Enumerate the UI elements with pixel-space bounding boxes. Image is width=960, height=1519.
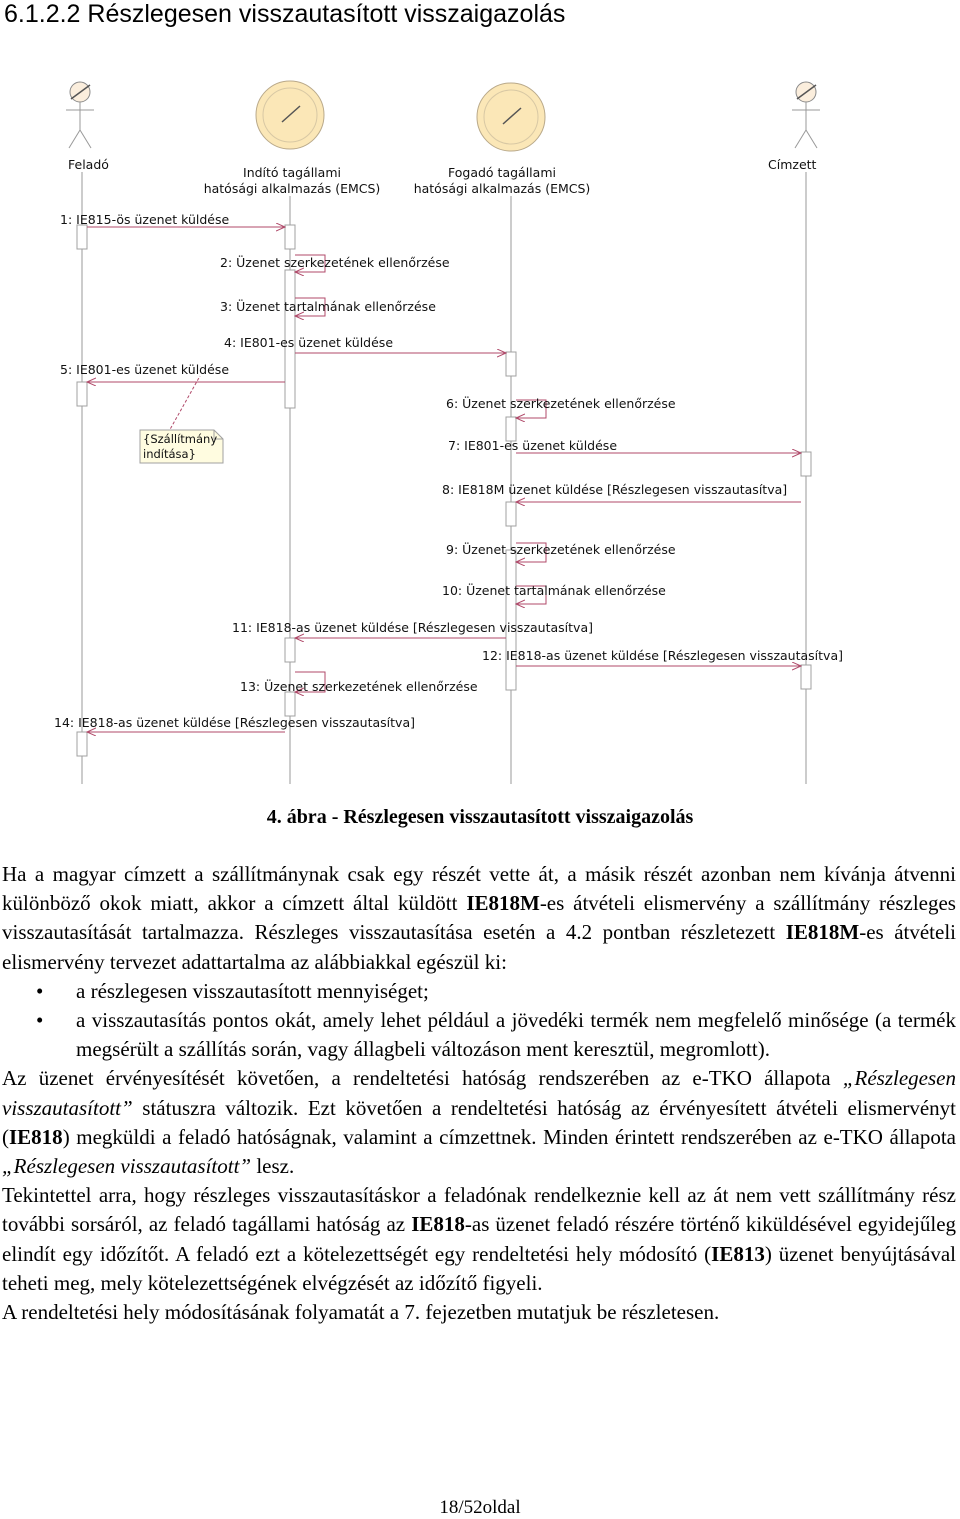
note-line-2: indítása} [143,447,196,461]
list-item: • a részlegesen visszautasított mennyiséget; [36,978,429,1003]
page-footer: 18/52oldal [439,1497,521,1518]
paragraph-3: Tekintettel arra, hogy részleges visszautasításkor a feladónak rendelkeznie kell az át nem vett szállítmány rész további sorsáról, az feladó tagállami hatóság az IE818-as üzenet feladó részére történő kiküldésével egyidejűleg elindít egy időzítőt. A feladó ezt a kötelezettségét egy rendeltetési hely módosító (IE813) üzenet benyújtásával teheti meg, mely kötelezettségének elvégzését az időzítő figyeli. [2,1183,957,1295]
bullet-list [2,977,956,1065]
body-text [2,860,956,1327]
actor-cimzett-label: Címzett [768,157,817,172]
paragraph-2: Az üzenet érvényesítését követően, a rendeltetési hatóság rendszerében az e-TKO állapota „Részlegesen visszautasított” státuszra változik. Ezt követően a rendeltetési hatóság az érvényesített átvételi elismervényt (IE818) megküldi a feladó hatóságnak, valamint a címzettnek. Minden érintett rendszerében az e-TKO állapota „Részlegesen visszautasított” lesz. [2,1066,956,1179]
message-5-label: 5: IE801-es üzenet küldése [60,362,230,377]
section-number: 6.1.2.2 [4,0,81,28]
boundary-indito-label-1: Indító tagállami [243,165,341,180]
message-9-label: 9: Üzenet szerkezetének ellenőrzése [446,542,676,557]
paragraph-4: A rendeltetési hely módosításának folyamatát a 7. fejezetben mutatjuk be részletesen. [2,1300,720,1325]
message-2-label: 2: Üzenet szerkezetének ellenőrzése [220,255,450,270]
sequence-diagram [0,60,960,790]
message-7-label: 7: IE801-es üzenet küldése [448,438,618,453]
figure-caption: 4. ábra - Részlegesen visszautasított visszaigazolás [266,806,694,828]
message-12-label: 12: IE818-as üzenet küldése [Részlegesen visszautasítva] [482,648,843,663]
message-1-label: 1: IE815-ös üzenet küldése [60,212,230,227]
section-title: Részlegesen visszautasított visszaigazolás [87,0,566,28]
message-6-label: 6: Üzenet szerkezetének ellenőrzése [446,396,676,411]
message-13-label: 13: Üzenet szerkezetének ellenőrzése [240,679,478,694]
message-14-label: 14: IE818-as üzenet küldése [Részlegesen visszautasítva] [54,715,415,730]
note [140,376,223,463]
message-10-label: 10: Üzenet tartalmának ellenőrzése [442,583,666,598]
boundary-fogado-label-1: Fogadó tagállami [448,165,556,180]
section-heading [4,0,565,29]
actor-felado-icon [66,82,94,148]
boundary-fogado-label-2: hatósági alkalmazás (EMCS) [413,181,591,196]
message-8-label: 8: IE818M üzenet küldése [Részlegesen visszautasítva] [442,482,788,497]
message-11-label: 11: IE818-as üzenet küldése [Részlegesen visszautasítva] [232,620,593,635]
boundary-fogado-icon [477,83,545,151]
message-4-label: 4: IE801-es üzenet küldése [224,335,394,350]
boundary-indito-icon [256,81,324,149]
actor-cimzett-icon [792,82,820,148]
message-3-label: 3: Üzenet tartalmának ellenőrzése [220,299,436,314]
actor-felado-label: Feladó [68,157,109,172]
paragraph-1: Ha a magyar címzett a szállítmánynak csak egy részét vette át, a másik részét azonban nem kívánja átvenni különböző okok miatt, akkor a címzett által küldött IE818M-es átvételi elismervény a szállítmány részleges visszautasítását tartalmazza. Részleges visszautasítása esetén a 4.2 pontban részletezett IE818M-es átvételi elismervény tervezet adattartalma az alábbiakkal egészül ki: [2,862,956,974]
note-line-1: {Szállítmány [143,432,218,446]
boundary-indito-label-2: hatósági alkalmazás (EMCS) [203,181,381,196]
list-item: • a visszautasítás pontos okát, amely lehet például a jövedéki termék nem megfelelő minősége (a termék megsérült a szállítás során, vagy állagbeli változáson ment keresztül, megromlott). [36,1008,956,1062]
